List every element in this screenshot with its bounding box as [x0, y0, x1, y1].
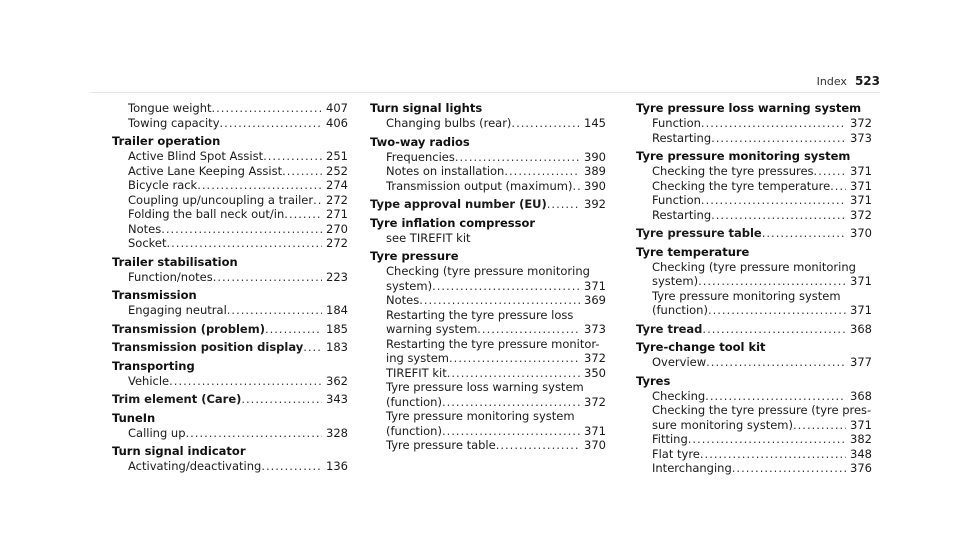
entry-text: Checking — [652, 388, 706, 403]
leader-dots — [432, 279, 580, 294]
index-subentry[interactable] — [112, 270, 348, 285]
entry-page-number: 373 — [850, 130, 872, 145]
index-heading: Tyre pressure monitoring system — [636, 149, 851, 163]
entry-page-number: 136 — [326, 459, 348, 473]
index-entry-group — [112, 359, 348, 389]
entry-page-number: 272 — [326, 192, 348, 207]
leader-dots — [504, 164, 580, 179]
index-heading: Tyre-change tool kit — [636, 340, 766, 354]
leader-dots — [197, 178, 322, 193]
entry-text: (function) — [386, 423, 442, 438]
leader-dots — [701, 116, 846, 131]
entry-text: Tyre pressure table — [636, 226, 762, 240]
entry-text: Active Blind Spot Assist — [128, 149, 264, 163]
index-subentry[interactable] — [370, 293, 606, 308]
entry-page-number: 371 — [850, 164, 872, 178]
entry-text: Trim element (Care) — [112, 392, 242, 406]
entry-text: Activating/deactivating — [128, 459, 262, 473]
entry-page-number: 389 — [584, 164, 606, 178]
index-subentry[interactable] — [112, 459, 348, 474]
entry-text: Towing capacity — [128, 115, 220, 130]
index-heading-entry[interactable] — [112, 340, 348, 355]
section-label: Index — [816, 75, 847, 88]
leader-dots — [547, 197, 580, 212]
index-entry-group — [112, 288, 348, 318]
entry-page-number: 270 — [326, 221, 348, 236]
entry-page-number: 362 — [326, 373, 348, 388]
index-subentry[interactable] — [636, 447, 872, 462]
index-subentry-text: see TIREFIT kit — [386, 230, 471, 245]
leader-dots — [169, 374, 322, 389]
leader-dots — [830, 179, 846, 194]
leader-dots — [167, 236, 323, 251]
index-subentry[interactable] — [370, 179, 606, 194]
index-heading: Transporting — [112, 358, 195, 373]
leader-dots — [700, 447, 846, 462]
entry-text: Transmission (problem) — [112, 321, 265, 336]
entry-text: Tyre pressure table — [386, 438, 496, 452]
entry-text: TIREFIT kit — [386, 365, 447, 380]
leader-dots — [455, 150, 580, 165]
index-heading-entry[interactable] — [112, 322, 348, 337]
index-subentry[interactable] — [370, 366, 606, 381]
entry-text: Folding the ball neck out/in — [128, 207, 285, 221]
entry-page-number: 370 — [584, 438, 606, 452]
index-column-1 — [112, 101, 348, 478]
index-subentry-text: Checking (tyre pressure monitoring — [386, 264, 590, 278]
entry-page-number: 370 — [850, 226, 872, 240]
index-entry-group — [370, 249, 606, 453]
index-entry-group — [370, 135, 606, 194]
entry-page-number: 368 — [850, 388, 872, 403]
index-entry-group — [112, 322, 348, 337]
leader-dots — [814, 164, 847, 179]
leader-dots — [241, 392, 322, 407]
entry-page-number: 185 — [326, 321, 348, 336]
entry-text: Interchanging — [652, 461, 732, 475]
entry-text: Active Lane Keeping Assist — [128, 163, 283, 178]
entry-text: (function) — [386, 394, 442, 409]
entry-text: Socket — [128, 236, 167, 250]
entry-text: (function) — [652, 303, 708, 317]
entry-page-number: 372 — [584, 351, 606, 365]
entry-text: system) — [652, 274, 699, 288]
index-subentry-text: Checking the tyre pressure (tyre pres- — [652, 403, 872, 417]
entry-page-number: 145 — [584, 116, 606, 130]
entry-text: Changing bulbs (rear) — [386, 116, 512, 130]
entry-page-number: 368 — [850, 321, 872, 336]
index-subentry[interactable] — [112, 116, 348, 131]
entry-text: Checking the tyre pressures — [652, 164, 814, 178]
index-subentry-text: Checking (tyre pressure monitoring — [652, 259, 856, 274]
index-subentry[interactable] — [370, 395, 606, 410]
index-subentry[interactable] — [370, 424, 606, 439]
leader-dots — [284, 207, 322, 222]
entry-page-number: 369 — [584, 293, 606, 307]
entry-text: Vehicle — [128, 373, 170, 388]
entry-page-number: 390 — [584, 149, 606, 164]
entry-text: Restarting — [652, 207, 712, 222]
index-subentry[interactable] — [636, 131, 872, 146]
index-subentry[interactable] — [370, 322, 606, 337]
leader-dots — [212, 101, 323, 116]
index-column-3 — [636, 101, 872, 480]
entry-page-number: 372 — [850, 116, 872, 130]
entry-text: Tongue weight — [128, 101, 212, 115]
index-heading: Two-way radios — [370, 134, 470, 149]
entry-page-number: 372 — [584, 394, 606, 409]
entry-page-number: 371 — [850, 193, 872, 207]
entry-text: Transmission position display — [112, 340, 304, 354]
entry-text: Engaging neutral — [128, 303, 227, 317]
leader-dots — [261, 459, 322, 474]
index-subentry-text: Tyre pressure monitoring system — [652, 288, 841, 303]
entry-page-number: 371 — [850, 303, 872, 317]
index-entry-group — [370, 197, 606, 212]
entry-text: Bicycle rack — [128, 178, 198, 192]
leader-dots — [511, 116, 580, 131]
entry-page-number: 373 — [584, 322, 606, 336]
entry-page-number: 371 — [584, 278, 606, 293]
index-subentry-text: Tyre pressure loss warning system — [386, 380, 584, 394]
index-heading: Turn signal indicator — [112, 444, 246, 458]
index-entry-group — [112, 255, 348, 285]
entry-page-number: 390 — [584, 178, 606, 193]
entry-text: Notes on installation — [386, 164, 505, 178]
entry-page-number: 223 — [326, 269, 348, 284]
index-subentry[interactable] — [370, 279, 606, 294]
index-subentry[interactable] — [636, 418, 872, 433]
entry-text: Type approval number (EU) — [370, 197, 547, 211]
index-subentry[interactable] — [112, 149, 348, 164]
index-subentry[interactable] — [636, 208, 872, 223]
index-subentry[interactable] — [636, 303, 872, 318]
index-heading: Turn signal lights — [370, 101, 483, 115]
entry-page-number: 382 — [850, 432, 872, 446]
leader-dots — [698, 274, 846, 289]
index-subentry-text: Restarting the tyre pressure loss — [386, 307, 574, 322]
entry-page-number: 251 — [326, 149, 348, 163]
index-subentry[interactable] — [636, 179, 872, 194]
index-subentry[interactable] — [112, 426, 348, 441]
entry-page-number: 183 — [326, 340, 348, 354]
leader-dots — [186, 426, 323, 441]
entry-text: Tyre tread — [636, 321, 703, 336]
index-heading: Trailer operation — [112, 134, 221, 148]
page-number: 523 — [854, 74, 880, 88]
index-subentry[interactable] — [112, 222, 348, 237]
index-heading: Tyre pressure loss warning system — [636, 101, 862, 115]
index-entry-group — [636, 322, 872, 337]
index-subentry[interactable] — [112, 101, 348, 116]
index-subentry[interactable] — [112, 374, 348, 389]
index-subentry[interactable] — [370, 438, 606, 453]
leader-dots — [213, 270, 322, 285]
leader-dots — [161, 222, 322, 237]
index-subentry[interactable] — [636, 432, 872, 447]
index-entry-group — [636, 226, 872, 241]
entry-text: Function/notes — [128, 269, 213, 284]
entry-page-number: 372 — [850, 207, 872, 222]
leader-dots — [701, 193, 846, 208]
leader-dots — [793, 418, 846, 433]
index-heading: TuneIn — [112, 410, 156, 425]
entry-text: Transmission output (maximum) — [386, 178, 573, 193]
index-heading-entry[interactable] — [112, 392, 348, 407]
entry-page-number: 371 — [584, 423, 606, 438]
entry-text: Restarting — [652, 130, 712, 145]
leader-dots — [227, 303, 322, 318]
leader-dots — [442, 395, 580, 410]
index-subentry[interactable] — [112, 193, 348, 208]
leader-dots — [732, 461, 846, 476]
index-subentry[interactable] — [370, 150, 606, 165]
header-divider — [90, 92, 880, 93]
entry-text: Notes — [128, 221, 162, 236]
entry-text: Frequencies — [386, 149, 455, 164]
leader-dots — [572, 179, 580, 194]
index-heading: Transmission — [112, 288, 197, 302]
index-subentry[interactable] — [370, 164, 606, 179]
index-entry-group — [112, 444, 348, 474]
index-entry-group — [112, 134, 348, 251]
entry-page-number: 343 — [326, 392, 348, 406]
index-entry-group — [636, 101, 872, 145]
index-subentry[interactable] — [636, 164, 872, 179]
index-subentry[interactable] — [112, 236, 348, 251]
entry-page-number: 392 — [584, 197, 606, 211]
index-entry-group — [112, 411, 348, 441]
leader-dots — [702, 322, 846, 337]
index-entry-group — [112, 340, 348, 355]
index-heading: Trailer stabilisation — [112, 254, 238, 269]
entry-page-number: 271 — [326, 207, 348, 221]
entry-text: Calling up — [128, 425, 186, 440]
entry-page-number: 348 — [850, 446, 872, 461]
entry-page-number: 184 — [326, 303, 348, 317]
index-heading: Tyres — [636, 373, 671, 388]
entry-page-number: 371 — [850, 417, 872, 432]
entry-text: Overview — [652, 355, 707, 369]
entry-text: Function — [652, 193, 701, 207]
leader-dots — [419, 293, 580, 308]
index-entry-group — [370, 216, 606, 246]
leader-dots — [263, 149, 322, 164]
index-subentry[interactable] — [112, 303, 348, 318]
index-heading-entry[interactable] — [636, 322, 872, 337]
leader-dots — [449, 351, 580, 366]
index-entry-group — [636, 340, 872, 370]
entry-text: Flat tyre — [652, 446, 700, 461]
index-heading: Tyre pressure — [370, 249, 459, 263]
entry-page-number: 407 — [326, 101, 348, 115]
index-entry-group — [112, 101, 348, 130]
entry-text: Coupling up/uncoupling a trailer — [128, 192, 314, 207]
leader-dots — [442, 424, 580, 439]
entry-text: ing system — [386, 351, 450, 365]
entry-text: Fitting — [652, 432, 688, 446]
index-entry-group — [636, 245, 872, 318]
index-entry-group — [112, 392, 348, 407]
entry-text: system) — [386, 278, 433, 293]
index-subentry[interactable] — [636, 461, 872, 476]
index-entry-group — [636, 149, 872, 222]
index-subentry[interactable] — [636, 389, 872, 404]
entry-page-number: 328 — [326, 425, 348, 440]
index-heading-entry[interactable] — [636, 226, 872, 241]
leader-dots — [282, 164, 322, 179]
leader-dots — [447, 366, 580, 381]
index-subentry[interactable] — [370, 116, 606, 131]
index-subentry[interactable] — [636, 116, 872, 131]
index-entry-group — [370, 101, 606, 131]
leader-dots — [708, 303, 846, 318]
leader-dots — [705, 389, 846, 404]
entry-page-number: 376 — [850, 461, 872, 475]
entry-page-number: 350 — [584, 365, 606, 380]
entry-page-number: 406 — [326, 115, 348, 130]
index-subentry[interactable] — [112, 178, 348, 193]
entry-text: Function — [652, 116, 701, 130]
index-subentry[interactable] — [636, 355, 872, 370]
leader-dots — [220, 116, 323, 131]
leader-dots — [762, 226, 846, 241]
index-column-2 — [370, 101, 606, 457]
index-subentry[interactable] — [636, 193, 872, 208]
index-heading: Tyre inflation compressor — [370, 215, 536, 230]
leader-dots — [265, 322, 322, 337]
entry-page-number: 272 — [326, 236, 348, 250]
leader-dots — [313, 193, 322, 208]
index-subentry[interactable] — [370, 351, 606, 366]
leader-dots — [496, 438, 580, 453]
entry-page-number: 371 — [850, 274, 872, 288]
index-subentry[interactable] — [112, 164, 348, 179]
entry-page-number: 274 — [326, 178, 348, 192]
entry-page-number: 252 — [326, 163, 348, 178]
index-heading-entry[interactable] — [370, 197, 606, 212]
index-entry-group — [636, 374, 872, 476]
entry-text: warning system — [386, 322, 478, 336]
leader-dots — [706, 355, 846, 370]
entry-page-number: 377 — [850, 355, 872, 369]
leader-dots — [477, 322, 580, 337]
leader-dots — [688, 432, 846, 447]
leader-dots — [711, 208, 846, 223]
page-header — [817, 74, 880, 88]
leader-dots — [711, 131, 846, 146]
index-subentry-text: Restarting the tyre pressure monitor- — [386, 336, 600, 351]
index-subentry-text: Tyre pressure monitoring system — [386, 409, 575, 423]
entry-text: sure monitoring system) — [652, 417, 793, 432]
index-subentry[interactable] — [636, 274, 872, 289]
entry-page-number: 371 — [850, 178, 872, 193]
leader-dots — [303, 340, 322, 355]
entry-text: Checking the tyre temperature — [652, 178, 831, 193]
index-heading: Tyre temperature — [636, 244, 750, 259]
entry-text: Notes — [386, 293, 420, 307]
index-subentry[interactable] — [112, 207, 348, 222]
